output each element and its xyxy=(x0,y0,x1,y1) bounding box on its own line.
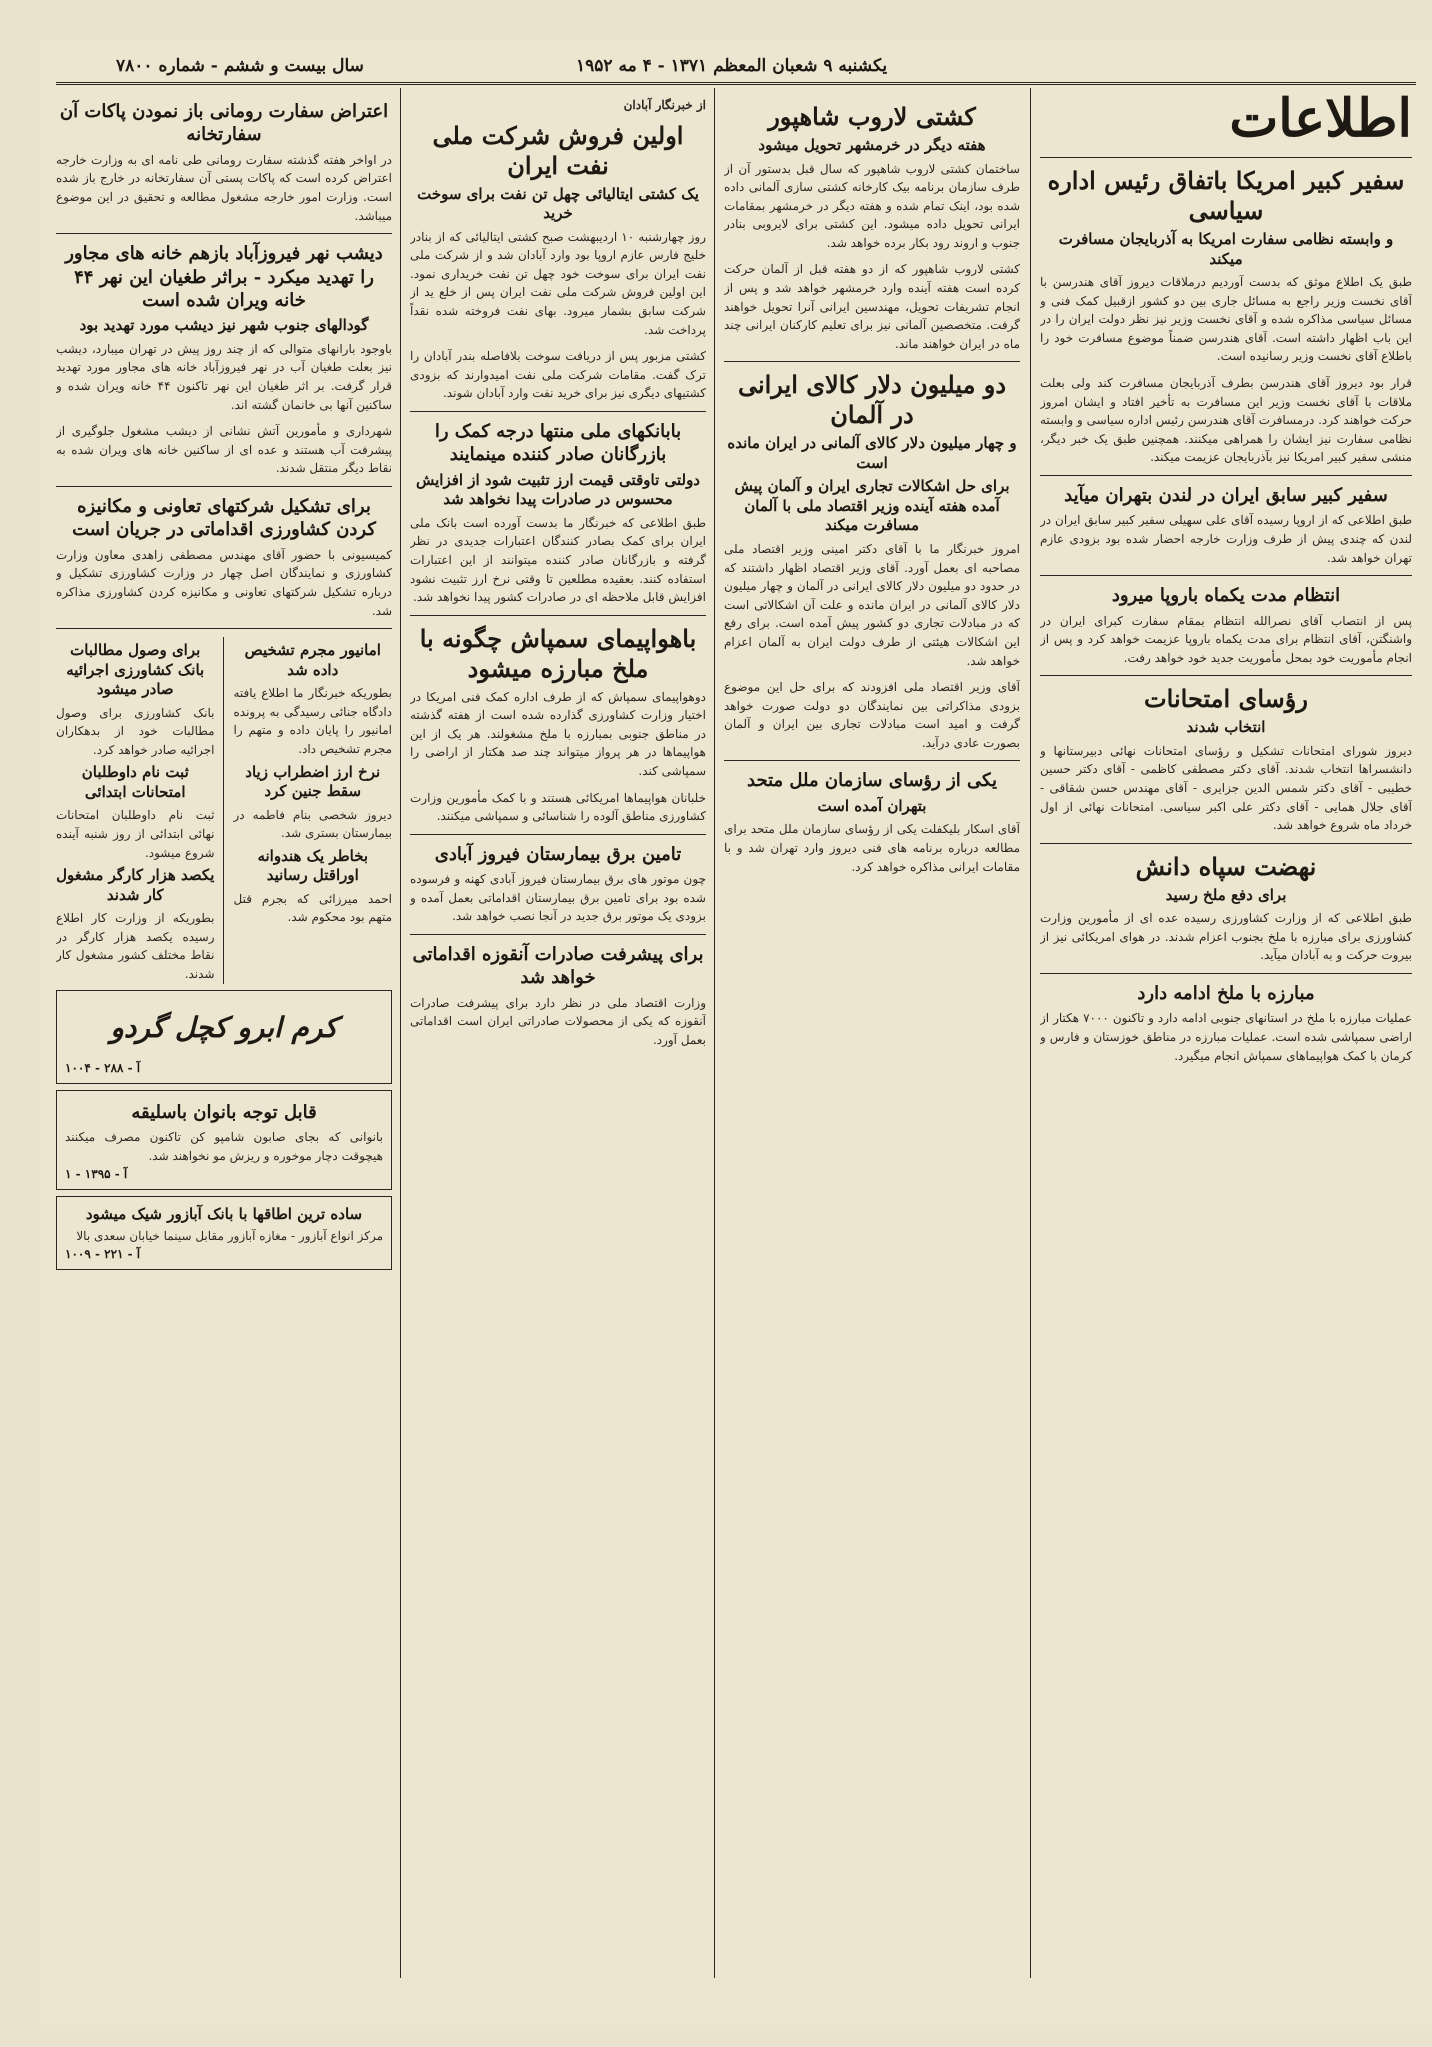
headline: اولین فروش شرکت ملی نفت ایران xyxy=(432,120,684,180)
article-body: طبق یک اطلاع موثق که بدست آوردیم درملاقات دیروز آقای هندرسن با آقای نخست وزیر راجع به مسائل جاری بین دو کشور ازقبیل کمک فنی و مسائل سیاسی مذاکره شده و آقای نخست وزیر نیز نظر دولت ایران را در این باب اظهار داشته است. آقای هندرسن ضمناً موضوع مسافرت خود را باطلاع آقای نخست وزیر رسانیده است. xyxy=(1040,275,1412,364)
headline: باهواپیمای سمپاش چگونه با ملخ مبارزه میشود xyxy=(419,623,697,683)
column-3 xyxy=(410,96,706,1986)
ad-body: مرکز انواع آبازور - مغازه آبازور مقابل سینما خیابان سعدی بالا xyxy=(76,1228,383,1243)
article-body: امروز خبرنگار ما با آقای دکتر امینی وزیر اقتصاد ملی مصاحبه ای بعمل آورد. آقای وزیر اقتصاد اظهار داشتند که در حدود دو میلیون دلار کالای ایرانی در آلمان و چهار میلیون دلار کالای آلمانی در ایران مانده و علت آن اشکالاتی است که در مبادلات تجاری دو کشور پیش آمده است. برای رفع این اشکالات هیئتی از طرف دولت ایران به آلمان اعزام خواهد شد. xyxy=(724,541,1020,668)
subheadline: انتخاب شدند xyxy=(1186,718,1266,737)
dateline: از خبرنگار آبادان xyxy=(623,98,706,112)
subheadline: و وابسته نظامی سفارت امریکا به آذربایجان مسافرت میکند xyxy=(1058,230,1394,268)
subheadline: دولتی تاوقتی قیمت ارز تثبیت شود از افزایش محسوس در صادرات پیدا نخواهد شد xyxy=(416,470,700,509)
headline: برای پیشرفت صادرات آنقوزه اقداماتی خواهد شد xyxy=(412,944,704,989)
issue-number: سال بیست و ششم - شماره ۷۸۰۰ xyxy=(116,56,364,76)
headline: امانیور مجرم تشخیص داده شد xyxy=(244,641,381,679)
article-body: روز چهارشنبه ۱۰ اردیبهشت صبح کشتی ایتالیائی که از بنادر خلیج فارس عازم اروپا بود وارد آبادان شد و از شرکت ملی نفت ایران برای سوخت خود چهل تن نفت خریداری نمود. این اولین فروش شرکت ملی نفت ایران پس از خلع ید از شرکت سابق بشمار میرود. بهای نفت فروخته شده نقداً پرداخت شد. xyxy=(410,229,706,337)
column-rule xyxy=(400,88,401,1978)
article-body: پس از انتصاب آقای نصرالله انتظام بمقام سفارت کبرای ایران در واشنگتن، آقای انتظام برای مدت یکماه باروپا عزیمت خواهد کرد و پس از انجام مأموریت خود بمحل مأموریت جدید خود خواهد رفت. xyxy=(1040,613,1412,665)
article-body: کشتی لاروب شاهپور که از دو هفته قبل از آلمان حرکت کرده است هفته آینده وارد خرمشهر خواهد شد و پس از انجام تشریفات تحویل، مهندسین ایرانی آنرا تحویل خواهند گرفت. متخصصین آلمانی نیز برای تعلیم کارکنان ایرانی چند ماه در ایران خواهند ماند. xyxy=(724,262,1020,351)
ad-title: قابل توجه بانوان باسلیقه xyxy=(131,1101,317,1123)
article-body: بانک کشاورزی برای وصول مطالبات خود از بدهکاران اجرائیه صادر خواهد کرد. xyxy=(56,705,215,757)
ad-number: آ - ۲۸۸ - ۱۰۰۴ xyxy=(65,1060,141,1075)
subheadline: هفته دیگر در خرمشهر تحویل میشود xyxy=(758,136,986,154)
article-body: طبق اطلاعی که از وزارت کشاورزی رسیده عده ای از مأمورین وزارت کشاورزی برای مبارزه با ملخ بجنوب اعزام شدند. در هوای امریکائی نیز از بیروت حرکت و به آبادان میآید. xyxy=(1040,911,1412,963)
article-body: باوجود بارانهای متوالی که از چند روز پیش در تهران میبارد، دیشب نیز بعلت طغیان آب در نهر فیروزآباد خانه های مجاور مورد تهدید قرار گرفت. بر اثر طغیان این نهر تاکنون ۴۴ خانه ویران شده و ساکنین آنها بی خانمان گشته اند. xyxy=(56,341,392,412)
article-body: بطوریکه از وزارت کار اطلاع رسیده یکصد هزار کارگر در نقاط مختلف کشور مشغول کار شدند. xyxy=(56,911,215,981)
subheadline: برای حل اشکالات تجاری ایران و آلمان پیش آمده هفته آینده وزیر اقتصاد ملی با آلمان مسافرت میکند xyxy=(734,477,1010,535)
ad-body: بانوانی که بجای صابون شامپو کن تاکنون مصرف میکنند هیچوقت دچار موخوره و ریزش مو نخواهند شد. xyxy=(65,1129,383,1163)
column-1 xyxy=(1040,88,1412,1988)
ad-script-title: کرم ابرو کچل گردو xyxy=(110,1010,338,1044)
headline: مبارزه با ملخ ادامه دارد xyxy=(1137,983,1315,1005)
article-body: دیروز شخصی بنام فاطمه در بیمارستان بستری شد. xyxy=(233,807,392,841)
ad-number: آ - ۱۳۹۵ - ۱ xyxy=(65,1167,128,1182)
article-body: طبق اطلاعی که از اروپا رسیده آقای علی سهیلی سفیر کبیر سابق ایران در لندن که چندی پیش از طرف وزارت خارجه احضار شده بود بزودی عازم تهران خواهد شد. xyxy=(1040,513,1412,565)
headline: رؤسای امتحانات xyxy=(1144,684,1308,714)
article-body: آقای وزیر اقتصاد ملی افزودند که برای حل این موضوع بزودی مذاکراتی بین نمایندگان دو دولت صورت خواهد گرفت و امید است مبادلات تجاری بین ایران و آلمان بصورت عادی درآید. xyxy=(724,680,1020,750)
advertisement xyxy=(56,1196,392,1270)
advertisement xyxy=(56,990,392,1084)
article-body: آقای اسکار بلیکفلت یکی از رؤسای سازمان ملل متحد برای مطالعه درباره برنامه های فنی دیروز وارد تهران شد و با مقامات ایرانی مذاکره خواهد کرد. xyxy=(724,822,1020,874)
article-body: ساختمان کشتی لاروب شاهپور که سال قبل بدستور آن از طرف سازمان برنامه بیک کارخانه کشتی سازی آلمانی داده شده بود، اینک تمام شده و هفته دیگر در خرمشهر بمقامات ایرانی تحویل داده میشود. این کشتی برای لایروبی بنادر جنوب و اروند رود بکار برده خواهد شد. xyxy=(724,161,1020,250)
subheadline: بتهران آمده است xyxy=(817,796,927,815)
headline: یکصد هزار کارگر مشغول کار شدند xyxy=(56,866,215,904)
article-body: وزارت اقتصاد ملی در نظر دارد برای پیشرفت صادرات آنقوزه که یکی از محصولات صادراتی ایران است اقداماتی بعمل آورد. xyxy=(410,995,706,1047)
article-body: دیروز شورای امتحانات تشکیل و رؤسای امتحانات نهائی دبیرستانها و دانشسراها انتخاب شدند. آقای دکتر مصطفی کاظمی - آقای دکتر حسین خطیبی - آقای دکتر شمس الدین جزایری - آقای مهندس حسن شقاقی - آقای جلال همایی - آقای دکتر علی اکبر سیاسی. امتحانات نهائی از اول خرداد ماه شروع خواهد شد. xyxy=(1040,743,1412,833)
column-4 xyxy=(56,96,392,1986)
headline: تامین برق بیمارستان فیروز آبادی xyxy=(434,843,682,865)
subheadline: یک کشتی ایتالیائی چهل تن نفت برای سوخت خرید xyxy=(417,184,699,223)
article-body: شهرداری و مأمورین آتش نشانی از دیشب مشغول جلوگیری از پیشرفت آب هستند و عده ای از ساکنین خانه های ویران شده به نقاط دیگر منتقل شدند. xyxy=(56,424,392,476)
ad-number: آ - ۲۲۱ - ۱۰۰۹ xyxy=(65,1247,141,1262)
article-body: چون موتور های برق بیمارستان فیروز آبادی کهنه و فرسوده شده بود برای تامین برق بیمارستان اقداماتی بعمل آمده و بزودی یک موتور برق جدید در آنجا نصب خواهد شد. xyxy=(410,872,706,924)
column-rule xyxy=(1030,88,1031,1978)
headline: دو میلیون دلار کالای ایرانی در آلمان xyxy=(737,370,1007,430)
column-rule xyxy=(714,88,715,1978)
headline: نهضت سپاه دانش xyxy=(1135,851,1317,881)
headline: سفیر کبیر امریکا باتفاق رئیس اداره سیاسی xyxy=(1047,166,1405,225)
article-body: کمیسیونی با حضور آقای مهندس مصطفی زاهدی معاون وزارت کشاورزی و نمایندگان اصل چهار در وزارت کشاورزی تشکیل و درباره تشکیل شرکتهای تعاونی و مکانیزه کردن کشاورزی مذاکره شد. xyxy=(56,547,392,618)
article-body: بطوریکه خبرنگار ما اطلاع یافته دادگاه جنائی رسیدگی به پرونده امانیور را پایان داده و متهم را مجرم تشخیص داد. xyxy=(233,686,392,756)
article-body: طبق اطلاعی که خبرنگار ما بدست آورده است بانک ملی ایران برای کمک بصادر کنندگان اعتبارات جدیدی در نظر گرفته و بازرگانان صادر کننده میتوانند از این اعتبارات استفاده کنند. بعقیده مطلعین تا وقتی نرخ ارز تثبیت نشود افزایش قابل ملاحظه ای در صادرات کشور پیدا نخواهد شد. xyxy=(410,515,706,605)
newspaper-logo: اطلاعات xyxy=(1229,88,1412,149)
advertisement xyxy=(56,1090,392,1191)
headline: بخاطر یک هندوانه اوراقتل رسانید xyxy=(257,846,369,885)
article-body: عملیات مبارزه با ملخ در استانهای جنوبی ادامه دارد و تاکنون ۷۰۰۰ هکتار از اراضی سمپاشی شده است. عملیات مبارزه در مناطق خوزستان و فارس و کرمان با کمک هواپیماهای سمپاش انجام میگیرد. xyxy=(1040,1011,1412,1063)
headline: نرخ ارز اضطراب زیاد سقط جنین کرد xyxy=(245,762,381,801)
masthead xyxy=(56,52,1416,85)
article-body: ثبت نام داوطلبان امتحانات نهائی ابتدائی از روز شنبه آینده شروع میشود. xyxy=(56,808,215,860)
short-news-block xyxy=(56,637,392,983)
headline: کشتی لاروب شاهپور xyxy=(768,102,976,131)
article-body: قرار بود دیروز آقای هندرسن بطرف آذربایجان مسافرت کند ولی بعلت ملاقات با آقای نخست وزیر این مسافرت به تأخیر افتاد و ایشان امروز حرکت خواهند کرد. درمسافرت آقای هندرسن رئیس اداره سیاسی و وابسته نظامی سفارت نیز ایشان را همراهی میکنند. همچنین طبق یک خبر دیگر، منشی سفیر کبیر امریکا نیز بآذربایجان عزیمت میکند. xyxy=(1040,375,1412,465)
headline: برای وصول مطالبات بانک کشاورزی اجرائیه صادر میشود xyxy=(66,641,205,699)
headline: سفیر کبیر سابق ایران در لندن بتهران میآید xyxy=(1064,484,1388,506)
headline: بابانکهای ملی منتها درجه کمک را بازرگانان صادر کننده مینمایند xyxy=(434,420,682,466)
headline: اعتراض سفارت رومانی باز نمودن پاکات آن سفارتخانه xyxy=(59,101,389,146)
subheadline: گودالهای جنوب شهر نیز دیشب مورد تهدید بود xyxy=(79,316,369,335)
article-body: خلبانان هواپیماها امریکائی هستند و با کمک مأمورین وزارت کشاورزی مناطق آلوده را شناسائی و سمپاشی میکنند. xyxy=(410,790,706,824)
headline: برای تشکیل شرکتهای تعاونی و مکانیزه کردن کشاورزی اقداماتی در جریان است xyxy=(72,495,376,541)
article-body: دوهواپیمای سمپاش که از طرف اداره کمک فنی امریکا در اختیار وزارت کشاورزی گذارده شده است از هفته گذشته در مناطق جنوبی بمبارزه با ملخ مشغولند. هر یک از این هواپیماها در هر پرواز میتواند چند صد هکتار از اراضی را سمپاشی کند. xyxy=(410,689,706,779)
issue-date: یکشنبه ۹ شعبان المعظم ۱۳۷۱ - ۴ مه ۱۹۵۲ xyxy=(576,56,888,76)
article-body: احمد میرزائی که بجرم قتل متهم بود محکوم شد. xyxy=(233,891,392,925)
headline: ثبت نام داوطلبان امتحانات ابتدائی xyxy=(81,763,189,801)
subheadline: و چهار میلیون دلار کالای آلمانی در ایران مانده است xyxy=(727,434,1017,472)
article-body: کشتی مزبور پس از دریافت سوخت بلافاصله بندر آبادان را ترک گفت. مقامات شرکت ملی نفت امیدوارند که بزودی کشتیهای دیگری نیز برای خرید نفت وارد آبادان شوند. xyxy=(410,349,706,401)
article-body: در اواخر هفته گذشته سفارت رومانی طی نامه ای به وزارت خارجه اعتراض کرده است که پاکات پستی آن سفارتخانه در خارج باز شده است. وزارت امور خارجه مشغول مطالعه و تحقیق در این موضوع میباشد. xyxy=(56,152,392,223)
column-2 xyxy=(724,96,1020,1986)
subheadline: برای دفع ملخ رسید xyxy=(1165,885,1287,904)
headline: انتظام مدت یکماه باروپا میرود xyxy=(1111,585,1341,607)
headline: دیشب نهر فیروزآباد بازهم خانه های مجاور را تهدید میکرد - براثر طغیان این نهر ۴۴ خانه ویران شده است xyxy=(65,243,383,311)
headline: یکی از رؤسای سازمان ملل متحد xyxy=(747,770,997,792)
ad-title: ساده ترین اطاقها با بانک آبازور شیک میشود xyxy=(85,1205,363,1224)
